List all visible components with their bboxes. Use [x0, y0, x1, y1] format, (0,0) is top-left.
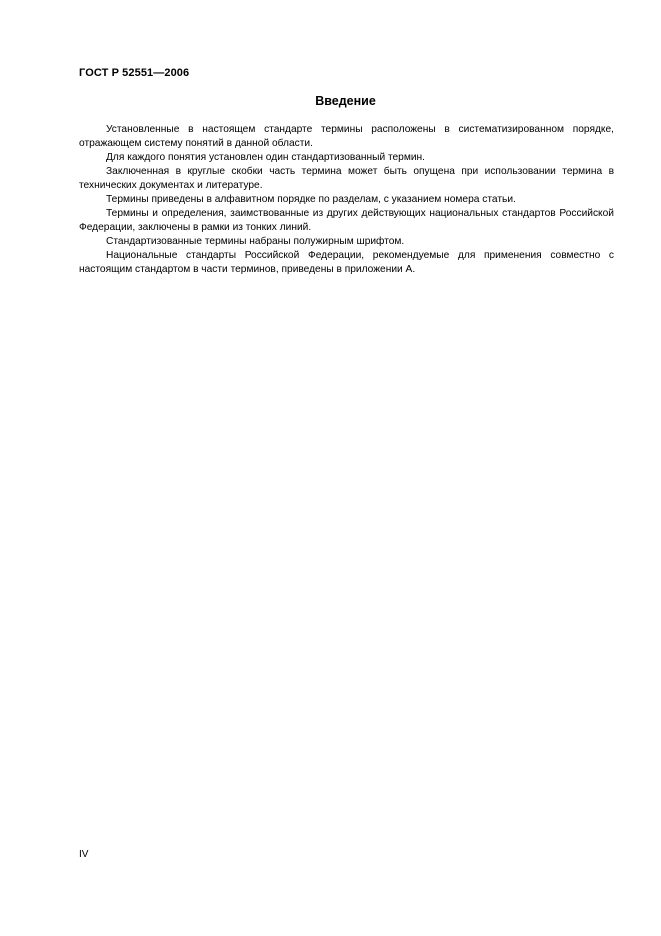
paragraph: Установленные в настоящем стандарте термины расположены в систематизированном порядке, отражающем систему понятий в данной области.	[79, 124, 614, 149]
paragraph: Термины приведены в алфавитном порядке по разделам, с указанием номера статьи.	[106, 194, 516, 205]
paragraph: Для каждого понятия установлен один стандартизованный термин.	[106, 152, 425, 163]
paragraph: Заключенная в круглые скобки часть термина может быть опущена при использовании термина в технических документах и литературе.	[79, 166, 614, 191]
page-number: IV	[79, 849, 89, 860]
introduction-body	[79, 123, 614, 277]
paragraph: Термины и определения, заимствованные из других действующих национальных стандартов Российской Федерации, заключены в рамки из тонких линий.	[79, 208, 614, 233]
section-title: Введение	[315, 94, 376, 108]
document-code: ГОСТ Р 52551—2006	[79, 67, 190, 79]
paragraph: Национальные стандарты Российской Федерации, рекомендуемые для применения совместно с настоящим стандартом в части терминов, приведены в приложении А.	[79, 250, 614, 275]
paragraph: Стандартизованные термины набраны полужирным шрифтом.	[106, 236, 405, 247]
